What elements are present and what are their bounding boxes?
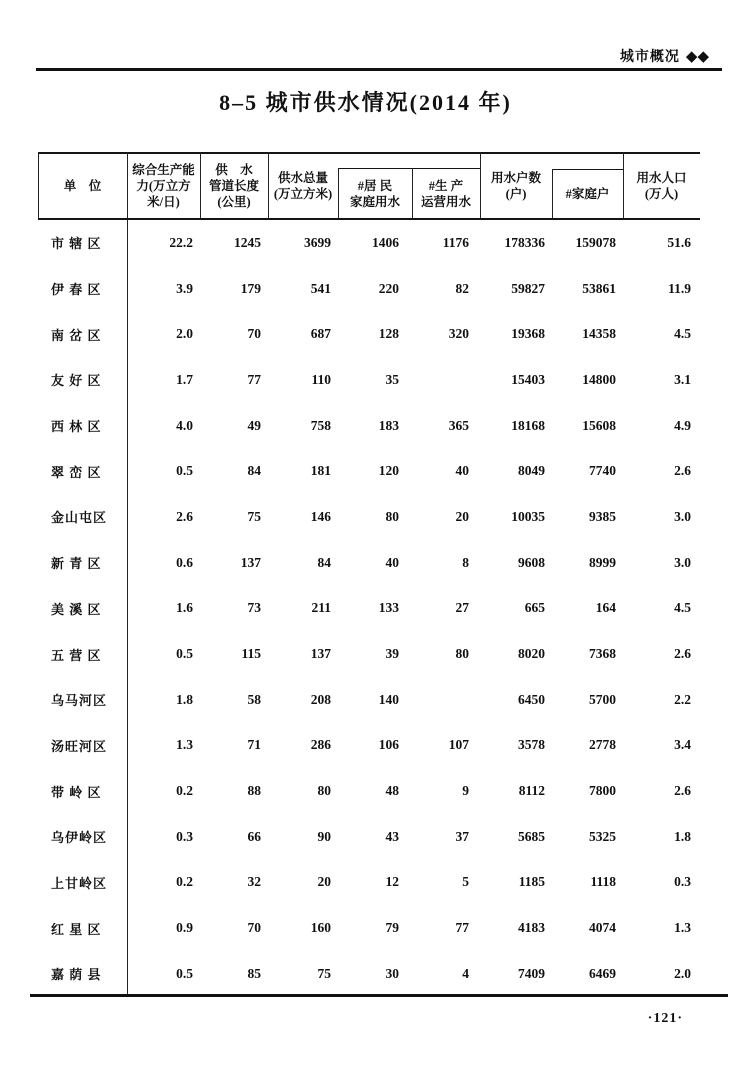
cell-production: 20 (455, 508, 469, 524)
cell-population: 11.9 (668, 280, 691, 296)
cell-residential: 39 (385, 646, 399, 662)
cell-family-households: 15608 (582, 417, 616, 433)
cell-households: 178336 (504, 234, 545, 250)
cell-production: 1176 (442, 234, 469, 250)
cell-households: 9608 (518, 554, 545, 570)
cell-total-supply: 181 (310, 463, 331, 479)
cell-capacity: 1.6 (176, 600, 193, 616)
cell-capacity: 1.3 (176, 737, 193, 753)
cell-residential: 80 (385, 508, 399, 524)
cell-pipe-length: 71 (247, 737, 261, 753)
cell-population: 2.6 (674, 463, 691, 479)
cell-capacity: 2.0 (176, 326, 193, 342)
cell-total-supply: 90 (317, 828, 331, 844)
cell-total-supply: 3699 (304, 234, 331, 250)
cell-population: 1.8 (674, 828, 691, 844)
cell-capacity: 0.3 (176, 828, 193, 844)
header-divider (36, 68, 722, 71)
cell-households: 665 (524, 600, 545, 616)
cell-population: 2.6 (674, 646, 691, 662)
cell-households: 10035 (511, 508, 545, 524)
cell-total-supply: 84 (317, 554, 331, 570)
cell-households: 3578 (518, 737, 545, 753)
cell-pipe-length: 73 (247, 600, 261, 616)
cell-residential: 120 (378, 463, 399, 479)
cell-production: 8 (462, 554, 469, 570)
cell-capacity: 0.6 (176, 554, 193, 570)
cell-households: 18168 (511, 417, 545, 433)
cell-family-households: 2778 (589, 737, 616, 753)
col-header-capacity: 综合生产能 力(万立方 米/日) (132, 163, 195, 209)
cell-residential: 128 (378, 326, 399, 342)
cell-family-households: 159078 (575, 234, 616, 250)
cell-capacity: 1.8 (176, 691, 193, 707)
cell-family-households: 9385 (589, 508, 616, 524)
table-body (38, 220, 700, 997)
cell-total-supply: 208 (310, 691, 331, 707)
cell-population: 2.2 (674, 691, 691, 707)
table-row (38, 631, 700, 677)
table-row (38, 586, 700, 632)
cell-residential: 35 (385, 371, 399, 387)
cell-pipe-length: 49 (247, 417, 261, 433)
table-row (38, 540, 700, 586)
cell-pipe-length: 1245 (234, 234, 261, 250)
cell-population: 4.9 (674, 417, 691, 433)
cell-total-supply: 80 (317, 783, 331, 799)
cell-residential: 133 (378, 600, 399, 616)
cell-production: 365 (448, 417, 469, 433)
cell-capacity: 0.5 (176, 463, 193, 479)
cell-pipe-length: 88 (247, 783, 261, 799)
table-row (38, 357, 700, 403)
table-row (38, 448, 700, 494)
cell-pipe-length: 58 (247, 691, 261, 707)
table-row (38, 951, 700, 997)
cell-households: 7409 (518, 965, 545, 981)
cell-total-supply: 75 (317, 965, 331, 981)
row-label: 五 营 区 (51, 647, 102, 663)
table-row (38, 311, 700, 357)
table-bottom-rule (30, 994, 728, 997)
cell-population: 1.3 (674, 920, 691, 936)
table-row (38, 768, 700, 814)
cell-total-supply: 110 (311, 371, 331, 387)
row-label: 上甘岭区 (51, 875, 108, 891)
cell-family-households: 14358 (582, 326, 616, 342)
cell-family-households: 164 (595, 600, 616, 616)
cell-population: 0.3 (674, 874, 691, 890)
row-label: 红 星 区 (51, 921, 102, 937)
col-header-unit: 单 位 (63, 179, 102, 193)
cell-family-households: 5700 (589, 691, 616, 707)
table-row (38, 814, 700, 860)
cell-total-supply: 146 (310, 508, 331, 524)
row-label: 南 岔 区 (51, 327, 102, 343)
cell-production: 80 (455, 646, 469, 662)
row-label: 乌马河区 (51, 693, 108, 709)
cell-population: 51.6 (667, 234, 691, 250)
row-label: 美 溪 区 (51, 601, 102, 617)
col-header-family-households: #家庭户 (565, 186, 610, 201)
cell-production: 37 (455, 828, 469, 844)
row-label: 带 岭 区 (51, 784, 102, 800)
cell-production: 9 (462, 783, 469, 799)
cell-production: 40 (455, 463, 469, 479)
section-caption-label: 城市概况 (619, 50, 680, 65)
row-label: 新 青 区 (51, 556, 102, 572)
col-header-residential: #居 民 家庭用水 (349, 178, 400, 209)
cell-pipe-length: 70 (247, 326, 261, 342)
cell-capacity: 0.2 (176, 783, 193, 799)
cell-residential: 48 (385, 783, 399, 799)
cell-pipe-length: 66 (247, 828, 261, 844)
row-label: 嘉 荫 县 (51, 967, 102, 983)
cell-capacity: 4.0 (176, 417, 193, 433)
cell-households: 1185 (518, 874, 545, 890)
cell-capacity: 1.7 (176, 371, 193, 387)
table-row (38, 677, 700, 723)
cell-households: 8049 (518, 463, 545, 479)
cell-family-households: 53861 (582, 280, 616, 296)
cell-residential: 30 (385, 965, 399, 981)
cell-residential: 43 (385, 828, 399, 844)
cell-pipe-length: 77 (247, 371, 261, 387)
cell-population: 2.0 (674, 965, 691, 981)
cell-residential: 183 (378, 417, 399, 433)
cell-residential: 220 (378, 280, 399, 296)
cell-family-households: 7368 (589, 646, 616, 662)
cell-total-supply: 160 (310, 920, 331, 936)
cell-total-supply: 211 (311, 600, 331, 616)
cell-residential: 1406 (372, 234, 399, 250)
cell-family-households: 7800 (589, 783, 616, 799)
cell-family-households: 14800 (582, 371, 616, 387)
cell-population: 3.1 (674, 371, 691, 387)
cell-residential: 140 (378, 691, 399, 707)
cell-total-supply: 541 (310, 280, 331, 296)
cell-production: 77 (455, 920, 469, 936)
cell-pipe-length: 32 (247, 874, 261, 890)
page-title: 8–5 城市供水情况(2014 年) (219, 90, 512, 115)
cell-total-supply: 687 (310, 326, 331, 342)
cell-family-households: 6469 (589, 965, 616, 981)
row-label: 翠 峦 区 (51, 464, 102, 480)
row-label: 伊 春 区 (51, 282, 102, 298)
cell-households: 6450 (518, 691, 545, 707)
row-label: 汤旺河区 (51, 738, 108, 754)
table-row (38, 403, 700, 449)
page-number: ·121· (647, 1011, 683, 1026)
cell-households: 59827 (511, 280, 545, 296)
cell-capacity: 0.5 (176, 646, 193, 662)
cell-pipe-length: 85 (247, 965, 261, 981)
cell-capacity: 22.2 (169, 234, 193, 250)
row-label: 金山屯区 (51, 510, 108, 526)
table-row (38, 494, 700, 540)
cell-households: 4183 (518, 920, 545, 936)
table-row (38, 266, 700, 312)
cell-production: 107 (448, 737, 469, 753)
cell-households: 8112 (518, 783, 545, 799)
cell-family-households: 8999 (589, 554, 616, 570)
cell-family-households: 1118 (590, 874, 616, 890)
cell-population: 3.0 (674, 554, 691, 570)
cell-pipe-length: 115 (241, 646, 261, 662)
cell-production: 27 (455, 600, 469, 616)
table-row (38, 905, 700, 951)
cell-population: 4.5 (674, 600, 691, 616)
cell-population: 4.5 (674, 326, 691, 342)
cell-population: 2.6 (674, 783, 691, 799)
cell-households: 8020 (518, 646, 545, 662)
cell-residential: 79 (385, 920, 399, 936)
cell-pipe-length: 179 (240, 280, 261, 296)
row-label: 西 林 区 (51, 419, 102, 435)
table-row (38, 860, 700, 906)
cell-family-households: 5325 (589, 828, 616, 844)
cell-population: 3.0 (674, 508, 691, 524)
cell-production: 4 (462, 965, 469, 981)
cell-pipe-length: 137 (240, 554, 261, 570)
col-header-pipe-length: 供 水 管道长度 (公里) (208, 163, 259, 209)
cell-pipe-length: 84 (247, 463, 261, 479)
col-header-households: 用水户数 (户) (490, 171, 541, 201)
cell-capacity: 3.9 (176, 280, 193, 296)
cell-households: 19368 (511, 326, 545, 342)
cell-capacity: 0.2 (176, 874, 193, 890)
row-label: 友 好 区 (51, 373, 102, 389)
supply-table (38, 152, 700, 997)
col-header-total-supply: 供水总量 (万立方米) (273, 171, 333, 201)
cell-population: 3.4 (674, 737, 691, 753)
cell-capacity: 2.6 (176, 508, 193, 524)
row-label: 乌伊岭区 (51, 830, 108, 846)
col-header-production: #生 产 运营用水 (420, 178, 471, 209)
cell-pipe-length: 70 (247, 920, 261, 936)
cell-capacity: 0.9 (176, 920, 193, 936)
cell-family-households: 4074 (589, 920, 616, 936)
section-caption (620, 46, 709, 66)
cell-total-supply: 20 (317, 874, 331, 890)
cell-production: 5 (462, 874, 469, 890)
cell-total-supply: 137 (310, 646, 331, 662)
cell-pipe-length: 75 (247, 508, 261, 524)
cell-residential: 106 (378, 737, 399, 753)
table-row (38, 220, 700, 266)
cell-production: 82 (455, 280, 469, 296)
cell-residential: 12 (385, 874, 399, 890)
cell-total-supply: 286 (310, 737, 331, 753)
cell-capacity: 0.5 (176, 965, 193, 981)
diamond-icons: ◆◆ (685, 48, 709, 65)
cell-households: 5685 (518, 828, 545, 844)
cell-total-supply: 758 (310, 417, 331, 433)
cell-production: 320 (448, 326, 469, 342)
col-header-population: 用水人口 (万人) (636, 171, 687, 201)
cell-residential: 40 (385, 554, 399, 570)
row-label: 市 辖 区 (51, 236, 102, 252)
cell-households: 15403 (511, 371, 545, 387)
cell-family-households: 7740 (589, 463, 616, 479)
table-row (38, 723, 700, 769)
